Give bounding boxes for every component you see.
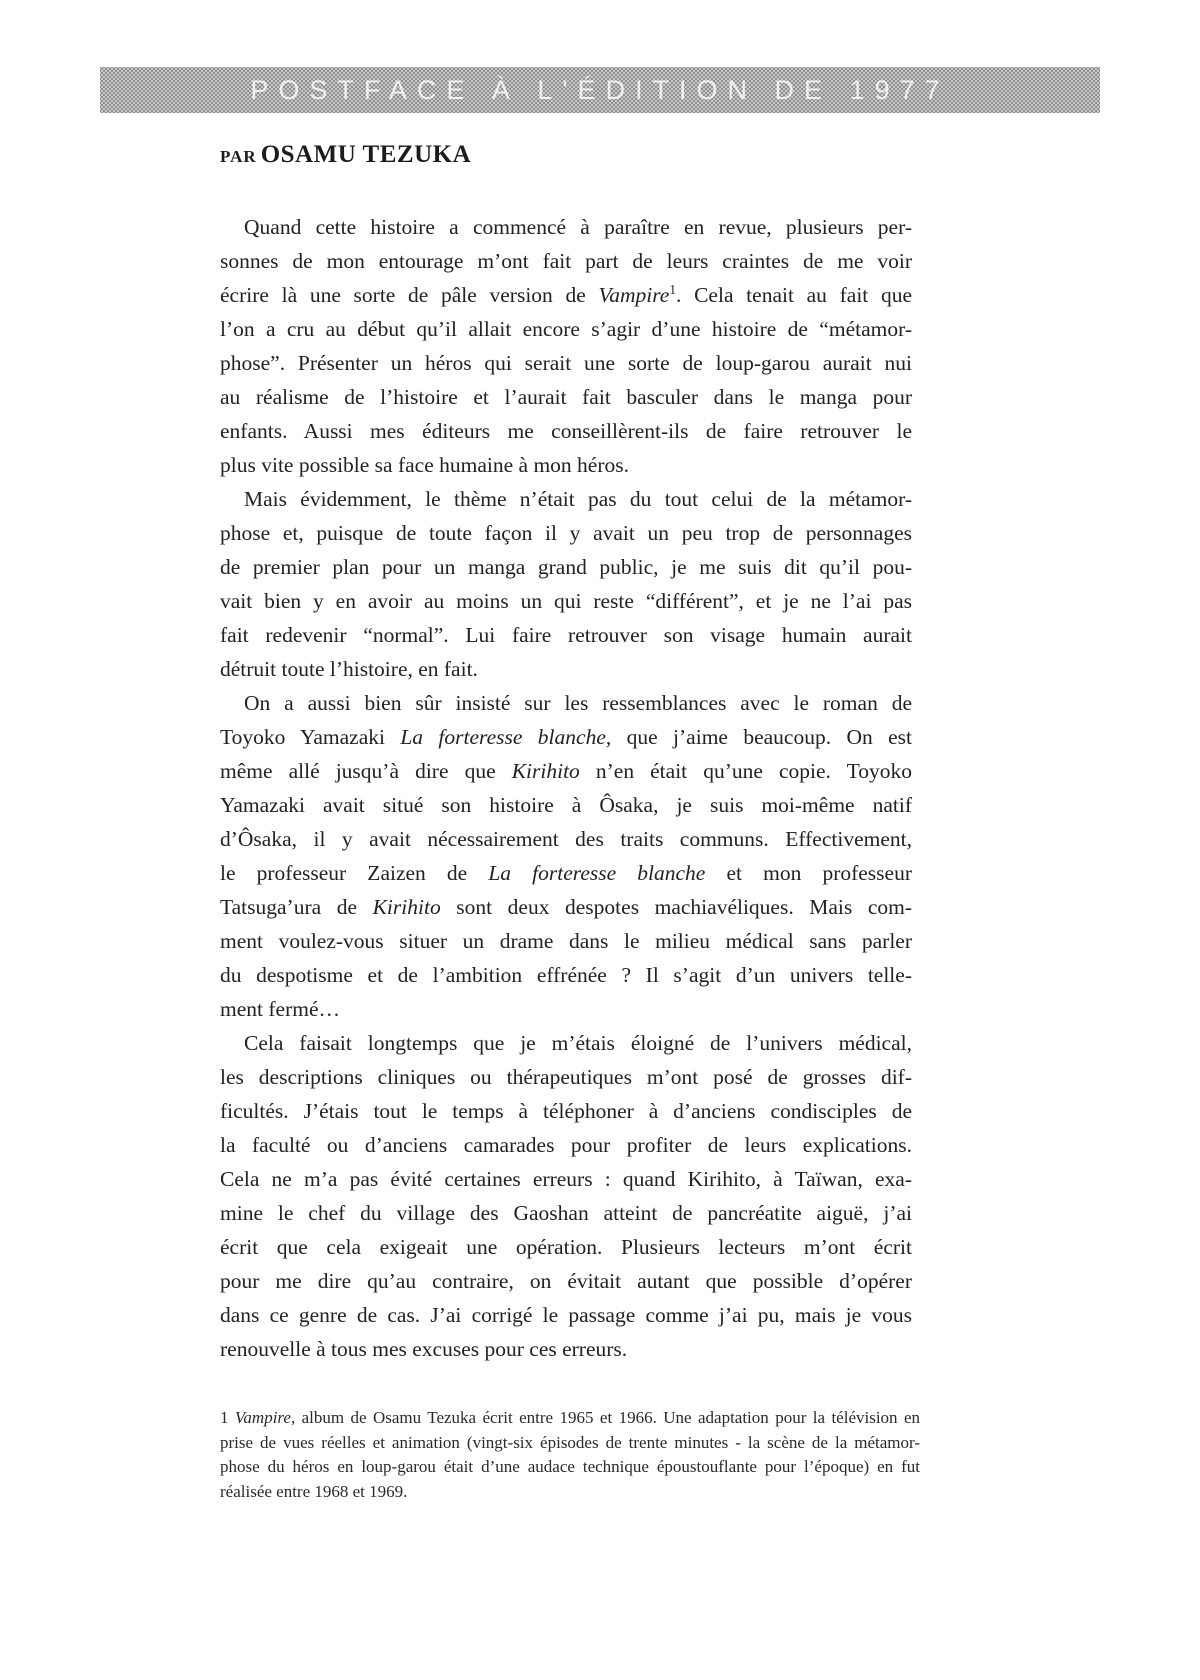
- footnote-reference: 1: [669, 281, 677, 297]
- text-line: On a aussi bien sûr insisté sur les ressemblances avec le roman de: [244, 691, 912, 715]
- text-line: au réalisme de l’histoire et l’aurait fait basculer dans le manga pour: [220, 385, 912, 409]
- section-banner: [100, 67, 1100, 113]
- text-line: 1 Vampire, album de Osamu Tezuka écrit entre 1965 et 1966. Une adaptation pour la télévision en: [220, 1408, 921, 1427]
- text-line: renouvelle à tous mes excuses pour ces erreurs.: [220, 1337, 628, 1361]
- section-title: POSTFACE À L'ÉDITION DE 1977: [250, 74, 950, 105]
- work-title-italic: Kirihito: [511, 759, 580, 783]
- text-line: écrit que cela exigeait une opération. Plusieurs lecteurs m’ont écrit: [220, 1235, 912, 1259]
- work-title-italic: Vampire: [598, 283, 670, 307]
- text-line: phose et, puisque de toute façon il y avait un peu trop de personnages: [220, 521, 912, 545]
- byline: [220, 141, 471, 169]
- text-line: Quand cette histoire a commencé à paraître en revue, plusieurs per-: [244, 215, 912, 239]
- paragraph: [220, 686, 912, 1026]
- text-line: réalisée entre 1968 et 1969.: [220, 1481, 408, 1501]
- work-title-italic: Kirihito: [372, 895, 441, 919]
- text-line: ment fermé…: [220, 997, 340, 1021]
- text-line: l’on a cru au début qu’il allait encore s’agir d’une histoire de “métamor-: [220, 317, 912, 341]
- text-line: Cela faisait longtemps que je m’étais éloigné de l’univers médical,: [244, 1031, 912, 1055]
- text-line: dans ce genre de cas. J’ai corrigé le passage comme j’ai pu, mais je vous: [220, 1303, 912, 1327]
- text-line: enfants. Aussi mes éditeurs me conseillèrent-ils de faire retrouver le: [220, 419, 912, 443]
- text-line: écrire là une sorte de pâle version de Vampire$^1$. Cela tenait au fait que: [220, 281, 912, 307]
- text-line: pour me dire qu’au contraire, on évitait autant que possible d’opérer: [220, 1269, 912, 1293]
- text-line: détruit toute l’histoire, en fait.: [220, 657, 478, 681]
- text-line: Mais évidemment, le thème n’était pas du tout celui de la métamor-: [244, 487, 912, 511]
- paragraph: [220, 482, 912, 686]
- byline-author-name: OSAMU TEZUKA: [260, 141, 472, 168]
- text-line: plus vite possible sa face humaine à mon héros.: [220, 453, 629, 477]
- text-line: du despotisme et de l’ambition effrénée ? Il s’agit d’un univers telle-: [220, 963, 912, 987]
- text-line: vait bien y en avoir au moins un qui reste “différent”, et je ne l’ai pas: [220, 589, 912, 613]
- text-line: les descriptions cliniques ou thérapeutiques m’ont posé de grosses dif-: [220, 1065, 912, 1089]
- text-line: sonnes de mon entourage m’ont fait part de leurs craintes de me voir: [220, 249, 912, 273]
- work-title-italic: Vampire: [234, 1408, 291, 1427]
- work-title-italic: La forteresse blanche: [488, 861, 706, 885]
- text-line: de premier plan pour un manga grand public, je me suis dit qu’il pou-: [220, 555, 912, 579]
- footnote: [220, 1406, 920, 1504]
- text-line: prise de vues réelles et animation (vingt-six épisodes de trente minutes - la scène de la métamor-: [220, 1432, 920, 1452]
- text-line: Cela ne m’a pas évité certaines erreurs : quand Kirihito, à Taïwan, exa-: [220, 1167, 912, 1191]
- text-line: phose du héros en loup-garou était d’une audace technique époustouflante pour l’époque) en fut: [220, 1457, 920, 1476]
- paragraph: [220, 210, 912, 482]
- text-line: d’Ôsaka, il y avait nécessairement des traits communs. Effectivement,: [220, 827, 912, 851]
- work-title-italic: La forteresse blanche: [400, 725, 606, 749]
- text-line: Tatsuga’ura de Kirihito sont deux despotes machiavéliques. Mais com-: [220, 895, 913, 919]
- text-line: fait redevenir “normal”. Lui faire retrouver son visage humain aurait: [220, 623, 912, 647]
- text-line: mine le chef du village des Gaoshan atteint de pancréatite aiguë, j’ai: [220, 1201, 912, 1225]
- text-line: le professeur Zaizen de La forteresse blanche et mon professeur: [220, 861, 912, 885]
- body-text: [220, 210, 912, 1366]
- text-line: ficultés. J’étais tout le temps à téléphoner à d’anciens condisciples de: [220, 1099, 912, 1123]
- paragraph: [220, 1026, 912, 1366]
- text-line: Yamazaki avait situé son histoire à Ôsaka, je suis moi-même natif: [220, 793, 912, 817]
- text-line: Toyoko Yamazaki La forteresse blanche, que j’aime beaucoup. On est: [220, 725, 913, 749]
- text-line: même allé jusqu’à dire que Kirihito n’en était qu’une copie. Toyoko: [220, 759, 912, 783]
- text-line: la faculté ou d’anciens camarades pour profiter de leurs explications.: [220, 1133, 912, 1157]
- text-line: ment voulez-vous situer un drame dans le milieu médical sans parler: [220, 929, 912, 953]
- byline-prefix: PAR: [220, 147, 257, 166]
- text-line: phose”. Présenter un héros qui serait une sorte de loup-garou aurait nui: [220, 351, 912, 375]
